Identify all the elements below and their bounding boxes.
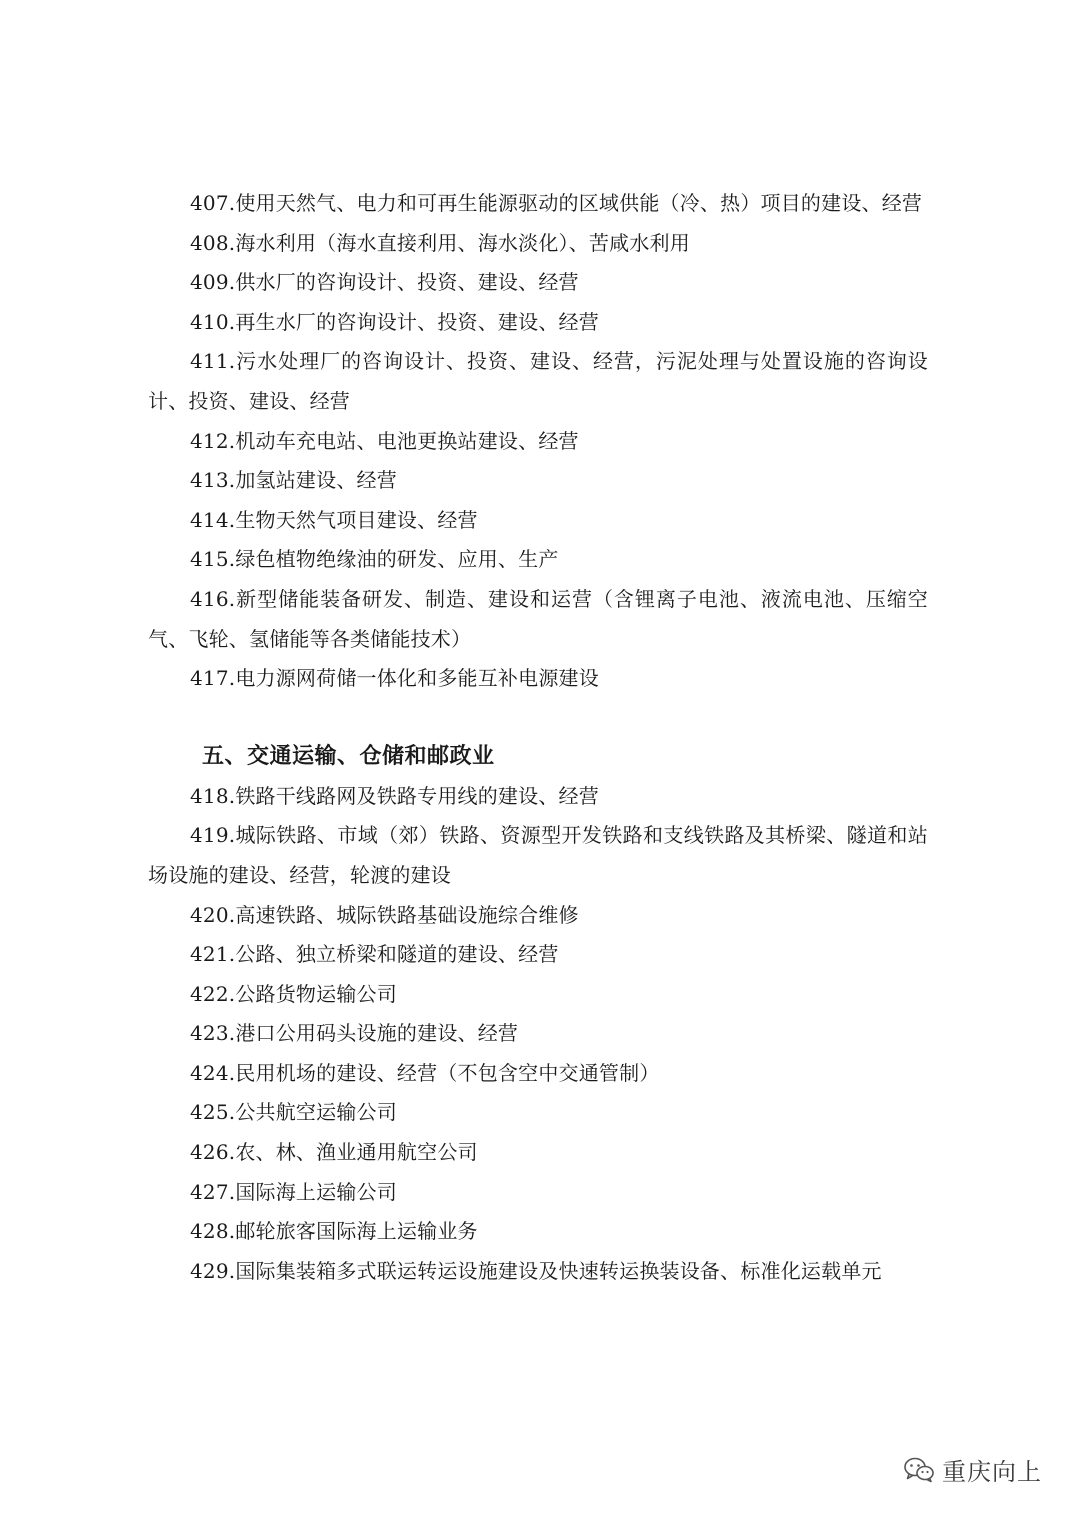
list-item: 422.公路货物运输公司	[190, 981, 397, 1006]
section-heading: 五、交通运输、仓储和邮政业	[202, 743, 495, 769]
list-item: 420.高速铁路、城际铁路基础设施综合维修	[190, 902, 579, 927]
list-item: 409.供水厂的咨询设计、投资、建设、经营	[190, 270, 579, 295]
watermark	[904, 1452, 1042, 1487]
wechat-icon	[904, 1457, 934, 1483]
item-list-transport	[148, 777, 928, 1292]
list-item: 412.机动车充电站、电池更换站建设、经营	[190, 428, 579, 453]
list-item: 428.邮轮旅客国际海上运输业务	[190, 1219, 478, 1244]
list-item: 416.新型储能装备研发、制造、建设和运营（含锂离子电池、液流电池、压缩空气、飞轮、氢储能等各类储能技术）	[148, 586, 928, 651]
item-list-energy	[148, 184, 928, 699]
list-item: 421.公路、独立桥梁和隧道的建设、经营	[190, 942, 559, 967]
list-item: 413.加氢站建设、经营	[190, 468, 397, 493]
list-item: 417.电力源网荷储一体化和多能互补电源建设	[190, 666, 599, 691]
list-item: 425.公共航空运输公司	[190, 1100, 397, 1125]
watermark-text: 重庆向上	[942, 1458, 1042, 1486]
list-item: 424.民用机场的建设、经营（不包含空中交通管制）	[190, 1060, 660, 1085]
list-item: 429.国际集装箱多式联运转运设施建设及快速转运换装设备、标准化运载单元	[190, 1258, 882, 1283]
list-item: 411.污水处理厂的咨询设计、投资、建设、经营，污泥处理与处置设施的咨询设计、投资、建设、经营	[148, 349, 928, 413]
list-item: 426.农、林、渔业通用航空公司	[190, 1140, 478, 1165]
list-item: 423.港口公用码头设施的建设、经营	[190, 1021, 519, 1046]
list-item: 410.再生水厂的咨询设计、投资、建设、经营	[190, 309, 599, 334]
list-item: 414.生物天然气项目建设、经营	[190, 507, 478, 532]
document-body	[148, 184, 928, 1291]
list-item: 408.海水利用（海水直接利用、海水淡化）、苦咸水利用	[190, 230, 690, 255]
list-item: 415.绿色植物绝缘油的研发、应用、生产	[190, 547, 559, 572]
list-item: 407.使用天然气、电力和可再生能源驱动的区域供能（冷、热）项目的建设、经营	[190, 191, 923, 215]
list-item: 418.铁路干线路网及铁路专用线的建设、经营	[190, 783, 599, 808]
list-item: 427.国际海上运输公司	[190, 1179, 397, 1204]
list-item: 419.城际铁路、市域（郊）铁路、资源型开发铁路和支线铁路及其桥梁、隧道和站场设施的建设、经营，轮渡的建设	[148, 823, 928, 887]
